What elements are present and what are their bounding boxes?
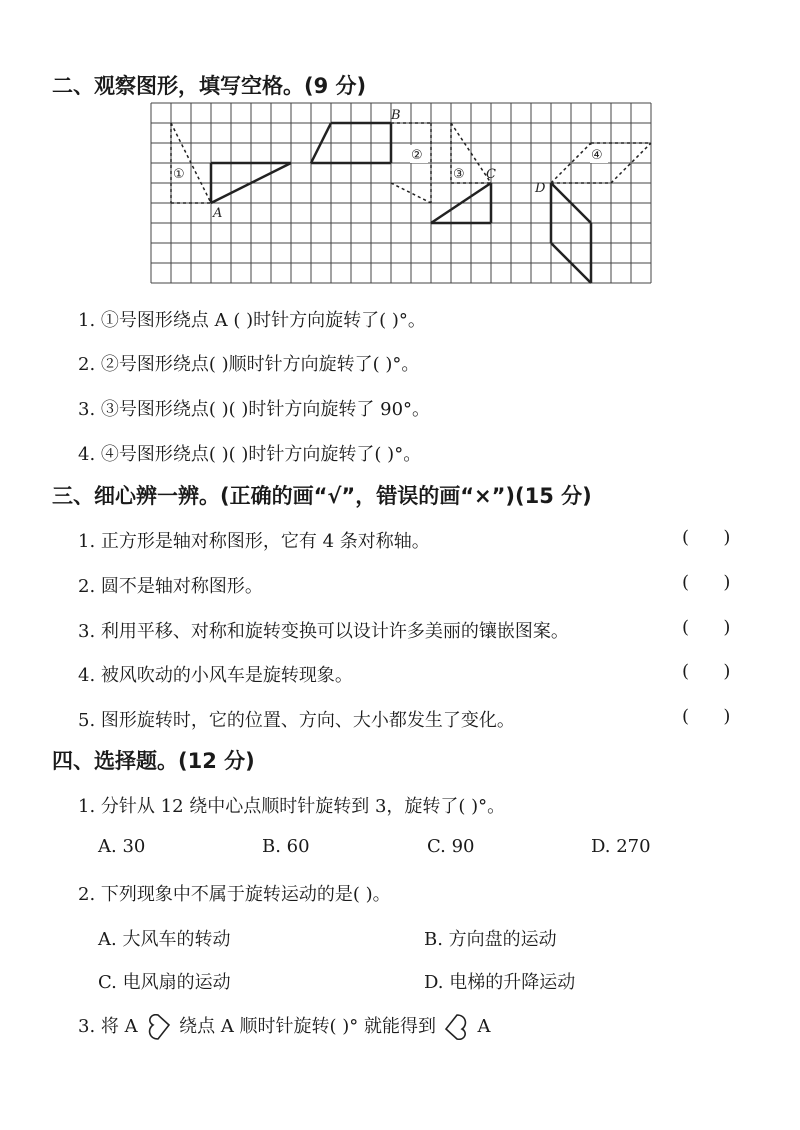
s3-answer-1[interactable]: ( ): [682, 527, 731, 548]
s3-answer-3[interactable]: ( ): [682, 617, 731, 638]
section2-heading: 二、观察图形，填写空格。(9 分): [52, 74, 367, 98]
s3-item-2: 2. 圆不是轴对称图形。: [78, 576, 263, 597]
label-B: B: [391, 108, 401, 123]
s4-q1-option-c[interactable]: C. 90: [427, 836, 475, 857]
s3-answer-2[interactable]: ( ): [682, 572, 731, 593]
s4-q3: [78, 1012, 491, 1040]
s4-q1-option-b[interactable]: B. 60: [262, 836, 310, 857]
s2-item-4: 4. ④号图形绕点( )( )时针方向旋转了( )°。: [78, 444, 422, 465]
s4-q2-option-b[interactable]: B. 方向盘的运动: [424, 929, 557, 950]
s4-q1: 1. 分针从 12 绕中心点顺时针旋转到 3，旋转了( )°。: [78, 796, 506, 817]
section4-heading: 四、选择题。(12 分): [52, 749, 255, 773]
s4-q3-suffix: A: [477, 1016, 491, 1037]
square-grid: [151, 103, 651, 283]
s4-q2-option-c[interactable]: C. 电风扇的运动: [98, 972, 231, 993]
s4-q2-option-a[interactable]: A. 大风车的转动: [98, 929, 231, 950]
label-2: ②: [411, 148, 423, 163]
s2-item-2: 2. ②号图形绕点( )顺时针方向旋转了( )°。: [78, 354, 420, 375]
rotation-grid-figure: [0, 0, 800, 300]
heart-right-icon: [143, 1014, 173, 1040]
s2-item-3: 3. ③号图形绕点( )( )时针方向旋转了 90°。: [78, 399, 431, 420]
s4-q2: 2. 下列现象中不属于旋转运动的是( )。: [78, 884, 391, 905]
section3-heading: 三、细心辨一辨。(正确的画“√”，错误的画“×”)(15 分): [52, 484, 592, 508]
label-1: ①: [173, 167, 185, 182]
s3-item-1: 1. 正方形是轴对称图形，它有 4 条对称轴。: [78, 531, 430, 552]
s4-q3-middle: 绕点 A 顺时针旋转( )° 就能得到: [179, 1016, 437, 1037]
s3-answer-5[interactable]: ( ): [682, 706, 731, 727]
s4-q3-prefix: 3. 将 A: [78, 1016, 138, 1037]
s4-q1-option-d[interactable]: D. 270: [591, 836, 651, 857]
figure-4: [551, 143, 651, 283]
label-C: C: [486, 167, 496, 182]
s4-q1-option-a[interactable]: A. 30: [98, 836, 146, 857]
s3-answer-4[interactable]: ( ): [682, 661, 731, 682]
label-D: D: [535, 181, 546, 196]
label-A: A: [213, 206, 223, 221]
s2-item-1: 1. ①号图形绕点 A ( )时针方向旋转了( )°。: [78, 310, 426, 331]
s3-item-3: 3. 利用平移、对称和旋转变换可以设计许多美丽的镶嵌图案。: [78, 621, 569, 642]
label-3: ③: [453, 167, 465, 182]
heart-left-icon: [442, 1014, 472, 1040]
s4-q2-option-d[interactable]: D. 电梯的升降运动: [424, 972, 576, 993]
s3-item-5: 5. 图形旋转时，它的位置、方向、大小都发生了变化。: [78, 710, 515, 731]
s3-item-4: 4. 被风吹动的小风车是旋转现象。: [78, 665, 353, 686]
label-4: ④: [591, 148, 603, 163]
